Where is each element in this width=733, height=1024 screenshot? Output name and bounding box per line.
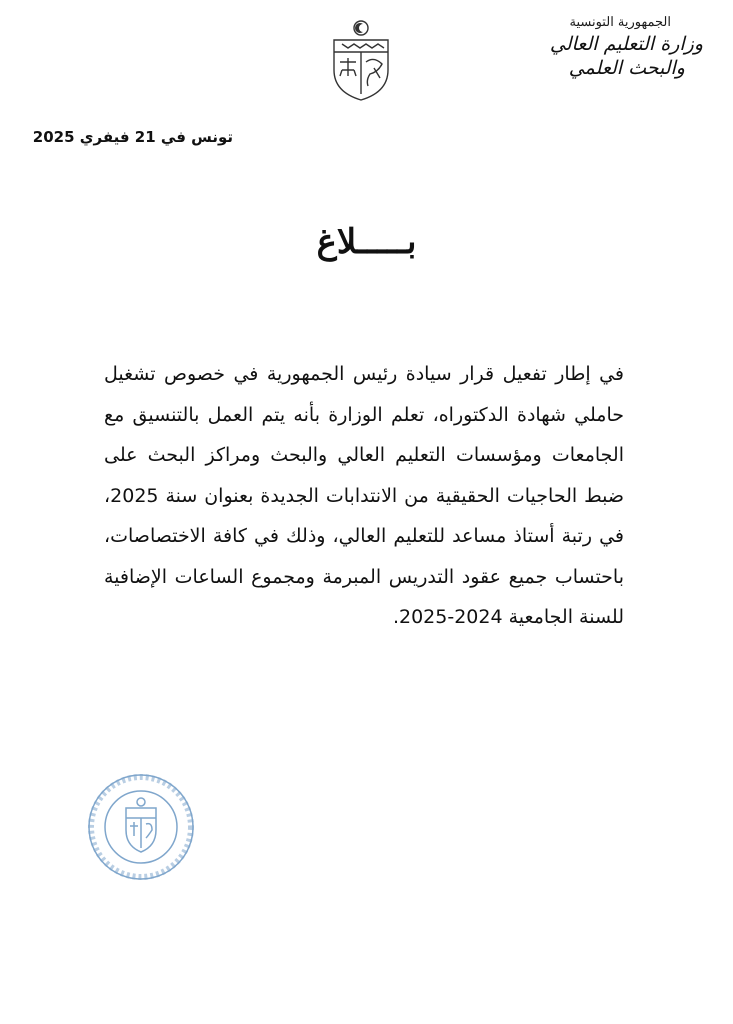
document-date: تونس في 21 فيفري 2025 xyxy=(32,128,233,146)
letterhead-ministry: وزارة التعليم العالي xyxy=(549,33,703,55)
announcement-body: في إطار تفعيل قرار سيادة رئيس الجمهورية في خصوص تشغيل حاملي شهادة الدكتوراه، تعلم الوزارة بأنه يتم العمل بالتنسيق مع الجامعات ومؤسسات التعليم العالي والبحث ومراكز البحث على ضبط الحاجيات الحقيقية من الانتدابات الجديدة بعنوان سنة 2025، في رتبة أستاذ مساعد للتعليم العالي، وذلك في كافة الاختصاصات، باحتساب جميع عقود التدريس المبرمة ومجموع الساعات الإضافية للسنة الجامعية 2024-2025. xyxy=(104,363,624,628)
letterhead-ministry-research: والبحث العلمي xyxy=(568,57,685,79)
letterhead xyxy=(503,14,703,80)
tunisia-coat-of-arms-icon xyxy=(330,18,392,102)
ministry-seal-icon xyxy=(86,772,196,882)
letterhead-republic: الجمهورية التونسية xyxy=(569,15,671,30)
document-title: بـــــلاغ xyxy=(316,222,417,262)
